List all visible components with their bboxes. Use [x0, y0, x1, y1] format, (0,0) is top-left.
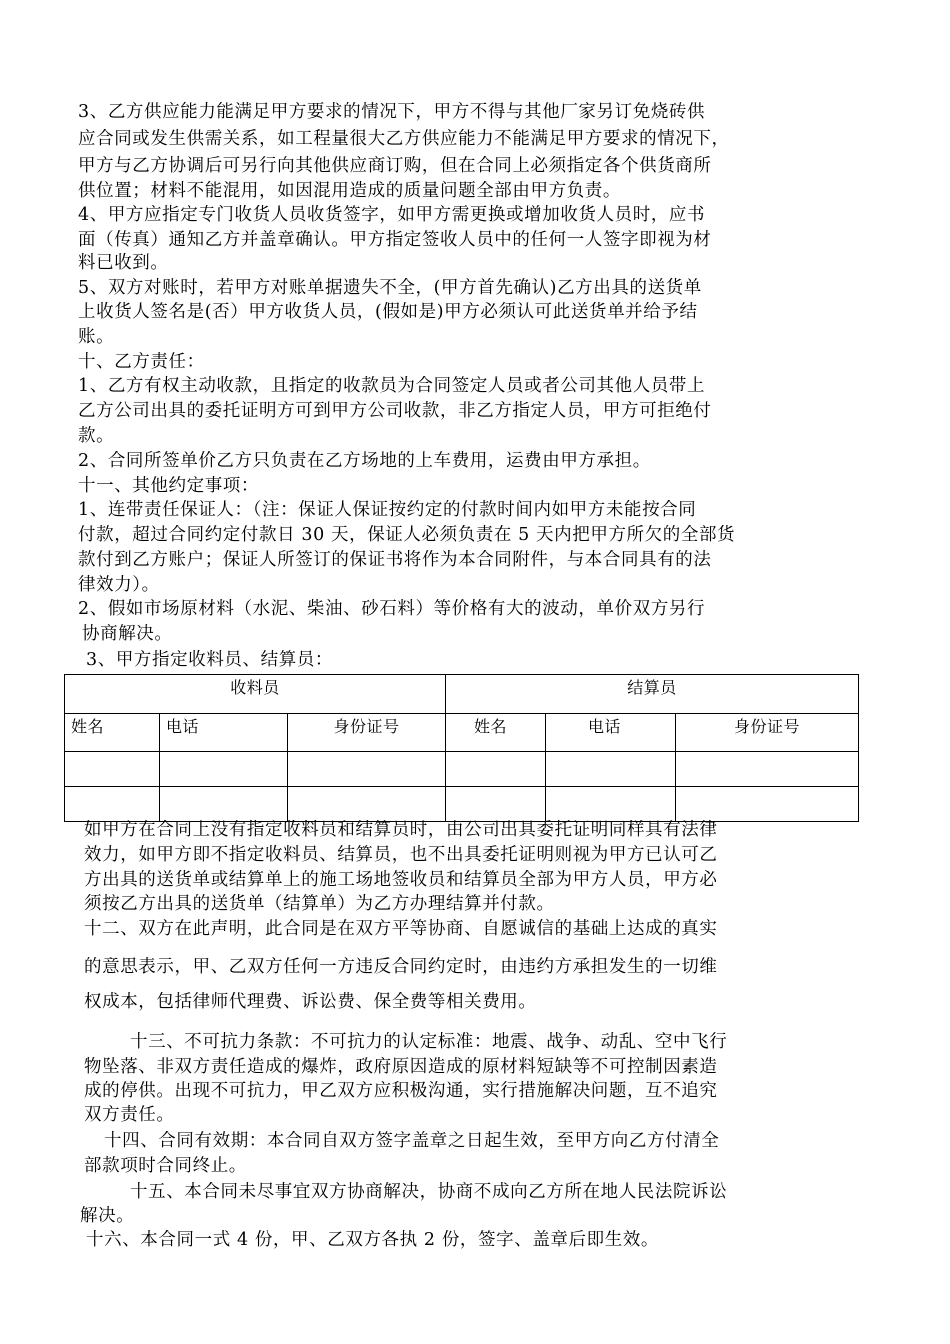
- clause-4-line-1: 4、甲方应指定专门收货人员收货签字，如甲方需更换或增加收货人员时，应书: [78, 205, 706, 225]
- section-10-item-1-line-3: 款。: [78, 426, 115, 446]
- table-cell[interactable]: [160, 787, 288, 822]
- table-cell[interactable]: [160, 752, 288, 787]
- after-table-line-4: 须按乙方出具的送货单（结算单）为乙方办理结算并付款。: [84, 894, 555, 914]
- section-12-line-2: 的意思表示，甲、乙双方任何一方违反合同约定时，由违约方承担发生的一切维: [84, 957, 718, 977]
- receiver-id-header: 身份证号: [288, 714, 446, 752]
- section-10-item-2: 2、合同所签单价乙方只负责在乙方场地的上车费用，运费由甲方承担。: [78, 451, 651, 471]
- group-settler-header: 结算员: [446, 675, 859, 714]
- designee-table: [64, 674, 859, 822]
- after-table-line-1: 如甲方在合同上没有指定收料员和结算员时，由公司出具委托证明同样具有法律: [84, 820, 718, 840]
- table-cell[interactable]: [676, 752, 859, 787]
- section-14-line-1: 十四、合同有效期：本合同自双方签字盖章之日起生效，至甲方向乙方付清全: [104, 1131, 720, 1151]
- clause-3-line-4: 供位置；材料不能混用，如因混用造成的质量问题全部由甲方负责。: [78, 181, 621, 201]
- table-cell[interactable]: [65, 787, 160, 822]
- section-14-line-2: 部款项时合同终止。: [84, 1156, 247, 1176]
- table-cell[interactable]: [676, 787, 859, 822]
- clause-4-line-3: 料已收到。: [78, 253, 169, 273]
- section-10-item-1-line-1: 1、乙方有权主动收款，且指定的收款员为合同签定人员或者公司其他人员带上: [78, 376, 706, 396]
- section-11-item-1-line-1: 1、连带责任保证人：（注：保证人保证按约定的付款时间内如甲方未能按合同: [78, 500, 697, 520]
- table-cell[interactable]: [65, 752, 160, 787]
- section-11-item-1-line-4: 律效力）。: [78, 575, 160, 595]
- table-row: [65, 752, 859, 787]
- receiver-phone-header: 电话: [160, 714, 288, 752]
- section-11-item-1-line-3: 款付到乙方账户；保证人所签订的保证书将作为本合同附件，与本合同具有的法: [78, 550, 712, 570]
- section-11-item-2-line-2: 协商解决。: [82, 624, 173, 644]
- section-13-line-1: 十三、不可抗力条款：不可抗力的认定标准：地震、战争、动乱、空中飞行: [130, 1032, 728, 1052]
- table-cell[interactable]: [546, 787, 676, 822]
- section-13-line-3: 成的停供。出现不可抗力，甲乙双方应积极沟通，实行措施解决问题，互不追究: [84, 1081, 718, 1101]
- section-11-title: 十一、其他约定事项：: [78, 476, 259, 496]
- settler-id-header: 身份证号: [676, 714, 859, 752]
- clause-5-line-1: 5、双方对账时，若甲方对账单据遗失不全，(甲方首先确认)乙方出具的送货单: [78, 278, 702, 298]
- section-10-item-1-line-2: 乙方公司出具的委托证明方可到甲方公司收款，非乙方指定人员，甲方可拒绝付: [78, 401, 712, 421]
- section-13-line-2: 物坠落、非双方责任造成的爆炸，政府原因造成的原材料短缺等不可控制因素造: [84, 1057, 718, 1077]
- clause-3-line-3: 甲方与乙方协调后可另行向其他供应商订购，但在合同上必须指定各个供货商所: [78, 156, 712, 176]
- section-11-item-2-line-1: 2、假如市场原材料（水泥、柴油、砂石料）等价格有大的波动，单价双方另行: [78, 599, 706, 619]
- settler-phone-header: 电话: [546, 714, 676, 752]
- table-cell[interactable]: [288, 752, 446, 787]
- table-group-header-row: [65, 675, 859, 714]
- section-15-line-2: 解决。: [80, 1206, 135, 1226]
- table-cell[interactable]: [446, 787, 546, 822]
- section-12-line-1: 十二、双方在此声明，此合同是在双方平等协商、自愿诚信的基础上达成的真实: [84, 919, 718, 939]
- receiver-name-header: 姓名: [65, 714, 160, 752]
- table-row: [65, 787, 859, 822]
- section-13-line-4: 双方责任。: [84, 1105, 175, 1125]
- section-12-line-3: 权成本，包括律师代理费、诉讼费、保全费等相关费用。: [84, 992, 537, 1012]
- settler-name-header: 姓名: [446, 714, 546, 752]
- clause-3-line-2: 应合同或发生供需关系，如工程量很大乙方供应能力不能满足甲方要求的情况下，: [78, 129, 730, 149]
- clause-5-line-3: 账。: [78, 327, 115, 347]
- clause-4-line-2: 面（传真）通知乙方并盖章确认。甲方指定签收人员中的任何一人签字即视为材: [78, 230, 712, 250]
- after-table-line-2: 效力，如甲方即不指定收料员、结算员，也不出具委托证明则视为甲方已认可乙: [84, 845, 718, 865]
- table-cell[interactable]: [546, 752, 676, 787]
- section-16: 十六、本合同一式 4 份，甲、乙双方各执 2 份，签字、盖章后即生效。: [86, 1230, 660, 1250]
- section-15-line-1: 十五、本合同未尽事宜双方协商解决，协商不成向乙方所在地人民法院诉讼: [130, 1182, 728, 1202]
- section-11-item-3: 3、甲方指定收料员、结算员：: [86, 650, 334, 670]
- clause-5-line-2: 上收货人签名是(否）甲方收货人员，(假如是)甲方必须认可此送货单并给予结: [78, 302, 698, 322]
- table-cell[interactable]: [288, 787, 446, 822]
- clause-3-line-1: 3、乙方供应能力能满足甲方要求的情况下，甲方不得与其他厂家另订免烧砖供: [78, 102, 706, 122]
- table-cell[interactable]: [446, 752, 546, 787]
- table-column-header-row: [65, 714, 859, 752]
- section-10-title: 十、乙方责任：: [78, 352, 205, 372]
- group-receiver-header: 收料员: [65, 675, 446, 714]
- after-table-line-3: 方出具的送货单或结算单上的施工场地签收员和结算员全部为甲方人员，甲方必: [84, 870, 718, 890]
- section-11-item-1-line-2: 付款，超过合同约定付款日 30 天，保证人必须负责在 5 天内把甲方所欠的全部货: [78, 525, 736, 545]
